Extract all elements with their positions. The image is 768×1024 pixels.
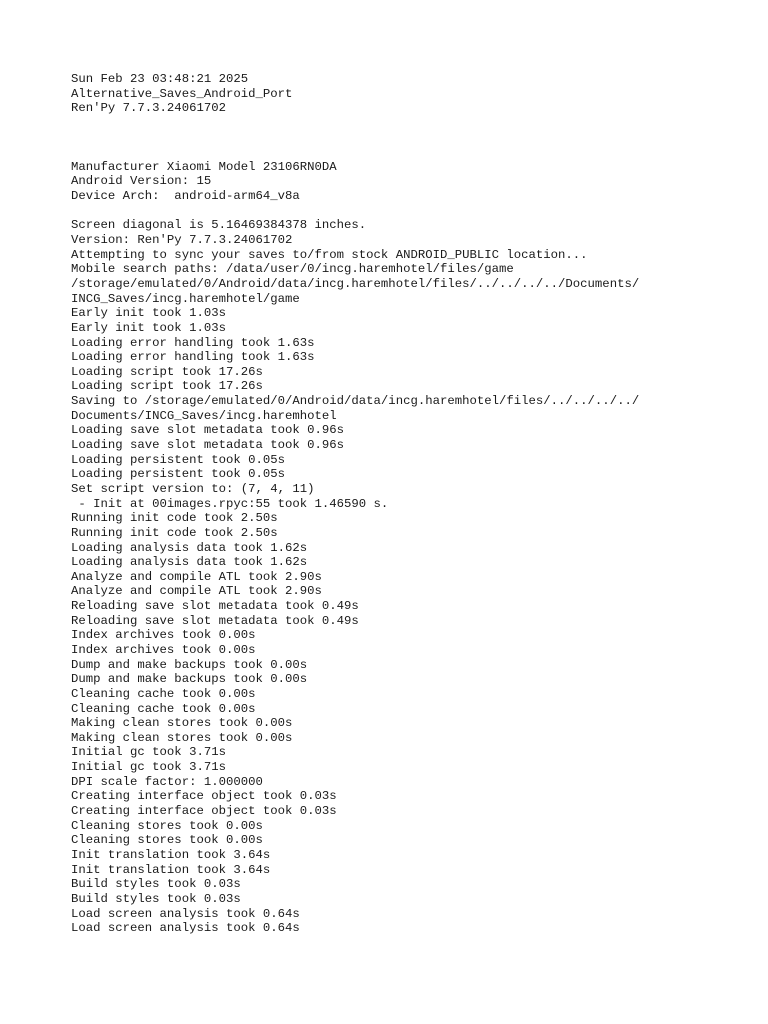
log-line: Cleaning stores took 0.00s bbox=[71, 833, 263, 848]
log-line bbox=[71, 116, 751, 131]
log-line: Loading error handling took 1.63s bbox=[71, 335, 315, 350]
log-line: Running init code took 2.50s bbox=[71, 525, 278, 540]
log-line: Loading save slot metadata took 0.96s bbox=[71, 423, 345, 438]
log-line: Dump and make backups took 0.00s bbox=[71, 657, 308, 672]
log-line: Mobile search paths: /data/user/0/incg.haremhotel/files/game bbox=[71, 262, 514, 277]
log-line: Loading persistent took 0.05s bbox=[71, 452, 286, 467]
log-line bbox=[71, 204, 751, 219]
log-line: Reloading save slot metadata took 0.49s bbox=[71, 613, 359, 628]
log-line: DPI scale factor: 1.000000 bbox=[71, 774, 263, 789]
log-line: Sun Feb 23 03:48:21 2025 bbox=[71, 72, 249, 86]
log-line: Screen diagonal is 5.16469384378 inches. bbox=[71, 218, 367, 233]
log-line: Set script version to: (7, 4, 11) bbox=[71, 481, 315, 496]
log-document bbox=[71, 72, 751, 936]
log-line: Cleaning cache took 0.00s bbox=[71, 686, 256, 701]
log-line: Creating interface object took 0.03s bbox=[71, 789, 337, 804]
log-line: Initial gc took 3.71s bbox=[71, 760, 226, 775]
log-line: - Init at 00images.rpyc:55 took 1.46590 s. bbox=[71, 496, 389, 511]
log-line: Creating interface object took 0.03s bbox=[71, 804, 337, 819]
log-line: Loading persistent took 0.05s bbox=[71, 467, 286, 482]
log-line: Loading error handling took 1.63s bbox=[71, 350, 315, 365]
log-line: Init translation took 3.64s bbox=[71, 847, 271, 862]
log-line: Attempting to sync your saves to/from stock ANDROID_PUBLIC location... bbox=[71, 247, 588, 262]
log-line: Init translation took 3.64s bbox=[71, 862, 271, 877]
log-line: INCG_Saves/incg.haremhotel/game bbox=[71, 291, 300, 306]
log-line: Loading save slot metadata took 0.96s bbox=[71, 438, 345, 453]
log-line: Reloading save slot metadata took 0.49s bbox=[71, 599, 359, 614]
log-line: Index archives took 0.00s bbox=[71, 628, 256, 643]
log-line: Cleaning stores took 0.00s bbox=[71, 818, 263, 833]
log-line: Early init took 1.03s bbox=[71, 320, 226, 335]
log-line: Android Version: 15 bbox=[71, 174, 212, 189]
log-line: Dump and make backups took 0.00s bbox=[71, 672, 308, 687]
log-line: Analyze and compile ATL took 2.90s bbox=[71, 569, 322, 584]
log-line: Loading script took 17.26s bbox=[71, 364, 263, 379]
log-line: /storage/emulated/0/Android/data/incg.haremhotel/files/../../../../Documents/ bbox=[71, 276, 640, 291]
log-line: Loading analysis data took 1.62s bbox=[71, 555, 308, 570]
log-line: Load screen analysis took 0.64s bbox=[71, 906, 300, 921]
log-line: Load screen analysis took 0.64s bbox=[71, 921, 300, 936]
log-line: Running init code took 2.50s bbox=[71, 511, 278, 526]
log-line: Build styles took 0.03s bbox=[71, 877, 241, 892]
log-line: Loading script took 17.26s bbox=[71, 379, 263, 394]
log-line: Cleaning cache took 0.00s bbox=[71, 701, 256, 716]
log-line: Making clean stores took 0.00s bbox=[71, 730, 293, 745]
log-line: Manufacturer Xiaomi Model 23106RN0DA bbox=[71, 159, 337, 174]
log-line: Making clean stores took 0.00s bbox=[71, 716, 293, 731]
log-line: Version: Ren'Py 7.7.3.24061702 bbox=[71, 233, 293, 248]
log-line: Initial gc took 3.71s bbox=[71, 745, 226, 760]
log-line: Alternative_Saves_Android_Port bbox=[71, 86, 293, 101]
log-line: Documents/INCG_Saves/incg.haremhotel bbox=[71, 408, 337, 423]
log-line: Index archives took 0.00s bbox=[71, 642, 256, 657]
log-line: Build styles took 0.03s bbox=[71, 891, 241, 906]
log-line: Ren'Py 7.7.3.24061702 bbox=[71, 101, 226, 116]
log-line bbox=[71, 131, 751, 146]
log-line: Early init took 1.03s bbox=[71, 306, 226, 321]
log-line: Saving to /storage/emulated/0/Android/data/incg.haremhotel/files/../../../../ bbox=[71, 394, 640, 409]
log-line: Device Arch: android-arm64_v8a bbox=[71, 189, 300, 204]
log-line: Loading analysis data took 1.62s bbox=[71, 540, 308, 555]
log-line: Analyze and compile ATL took 2.90s bbox=[71, 584, 322, 599]
log-line bbox=[71, 145, 751, 160]
